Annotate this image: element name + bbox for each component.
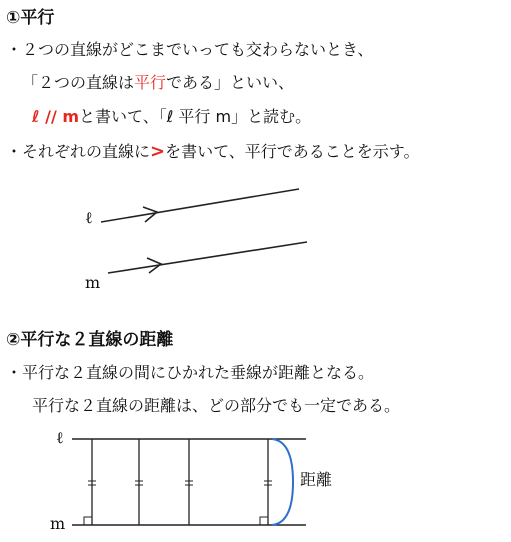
right-angle-mark-1 xyxy=(84,517,92,525)
line4-pre: ・それぞれの直線に xyxy=(6,142,151,161)
diagram2-label-m: m xyxy=(50,514,66,533)
section2-line2: 平行な２直線の距離は、どの部分でも一定である。 xyxy=(32,396,401,415)
distance-brace xyxy=(272,439,293,525)
section2-heading: ②平行な２直線の距離 xyxy=(6,330,174,350)
arrow-mark-symbol: > xyxy=(150,141,166,162)
diagram1-label-m: m xyxy=(85,273,101,292)
section1-line1: ・２つの直線がどこまでいっても交わらないとき、 xyxy=(6,40,374,59)
line2-red-term: 平行 xyxy=(134,73,167,92)
diagram2-label-l: ℓ xyxy=(56,428,64,447)
right-angle-mark-2 xyxy=(260,517,268,525)
line3-post: と書いて、「ℓ 平行 m」と読む。 xyxy=(79,107,312,126)
diagram1-label-l: ℓ xyxy=(85,208,93,227)
line4-post: を書いて、平行であることを示す。 xyxy=(165,142,420,161)
distance-label: 距離 xyxy=(300,470,333,489)
section2-line1: ・平行な２直線の間にひかれた垂線が距離となる。 xyxy=(6,363,375,382)
line2-post: である」といい、 xyxy=(166,73,295,92)
line2-pre: 「２つの直線は xyxy=(22,73,135,92)
parallel-notation: ℓ // m xyxy=(32,107,80,126)
section1-heading: ①平行 xyxy=(6,8,55,28)
